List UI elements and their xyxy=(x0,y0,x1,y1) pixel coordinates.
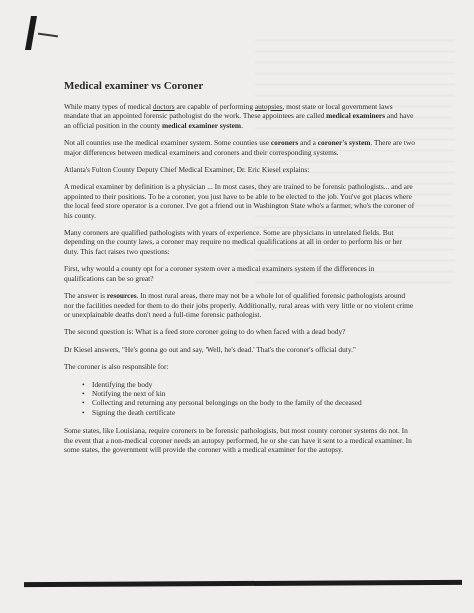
list-item-text: Identifying the body xyxy=(92,379,153,389)
text: are capable of performing xyxy=(174,102,255,111)
text: , most state or local government laws mandate that an appointed forensic pathologist do the work. These appointees are called xyxy=(64,102,393,121)
paragraph-answer xyxy=(64,291,416,319)
text: . There are two major differences between medical examiners and coroners and their corresponding systems. xyxy=(64,138,415,157)
paragraph-qualifications: Many coroners are qualified pathologists with years of experience. Some are physicians in unrelated fields. But depending on the county laws, a coroner may require no medical qualifications at all in order to perform his or her duty. This fact raises two questions: xyxy=(64,228,403,256)
bold-term: resources xyxy=(106,291,137,301)
paragraph-question-one: First, why would a county opt for a coroner system over a medical examiners system if the differences in qualifications can be so great? xyxy=(64,264,375,283)
bullet-icon: • xyxy=(82,407,85,417)
paragraph-attribution: Atlanta's Fulton County Deputy Chief Medical Examiner, Dr. Eric Kiesel explains: xyxy=(64,165,310,175)
link-autopsies: autopsies xyxy=(254,102,283,111)
text: and have an official position in the county xyxy=(64,111,414,130)
responsibilities-list xyxy=(64,380,416,418)
list-item-text: Notifying the next of kin xyxy=(92,388,166,398)
text: . xyxy=(241,120,243,130)
scan-pen-dash xyxy=(38,33,58,38)
paragraph-responsibilities: The coroner is also responsible for: xyxy=(64,362,169,372)
list-item-text: Signing the death certificate xyxy=(92,407,176,417)
bullet-icon: • xyxy=(82,379,85,389)
bullet-icon: • xyxy=(82,398,85,408)
text: The answer is xyxy=(64,291,107,301)
list-item xyxy=(82,389,416,398)
bullet-icon: • xyxy=(82,388,85,398)
text: and a xyxy=(298,138,318,148)
bold-term: coroner's system xyxy=(317,138,371,148)
scan-bottom-edge xyxy=(24,580,462,587)
text: Not all counties use the medical examiner system. Some counties use xyxy=(64,138,271,148)
paragraph-quote: A medical examiner by definition is a physician ... In most cases, they are trained to be forensic pathologists... and are appointed to their positions. To be a coroner, you just have to be able to be elected to the job. You've got places where the local feed store operator is a coroner. I've got a friend out in Washington State who's a farmer, who's the coroner of his county. xyxy=(64,182,415,220)
document-body xyxy=(64,80,416,462)
paragraph-intro xyxy=(64,102,416,130)
bold-term: medical examiners xyxy=(326,111,386,121)
list-item xyxy=(82,380,416,389)
text: While many types of medical xyxy=(64,102,153,111)
scan-margin-mark xyxy=(25,16,37,50)
paragraph-systems xyxy=(64,138,416,157)
text: . In most rural areas, there may not be a whole lot of qualified forensic pathologists around nor the facilities needed for them to do their jobs properly. Additionally, rural areas with very little or no violent crime or unexplainable deaths don't need a full-time forensic pathologist. xyxy=(64,291,414,319)
list-item xyxy=(82,408,416,417)
list-item-text: Collecting and returning any personal belongings on the body to the family of the deceased xyxy=(92,398,362,408)
paragraph-states: Some states, like Louisiana, require coroners to be forensic pathologists, but most county coroner systems do not. In the event that a non-medical coroner needs an autopsy performed, he or she can have it sent to a medical examiner. In some states, the government will provide the coroner with a medical examiner for the autopsy. xyxy=(64,426,412,454)
paragraph-question-two: The second question is: What is a feed store coroner going to do when faced with a dead body? xyxy=(64,327,346,337)
link-doctors: doctors xyxy=(152,102,175,111)
bold-term: medical examiner system xyxy=(161,120,242,130)
bold-term: coroners xyxy=(270,138,299,148)
page-title: Medical examiner vs Coroner xyxy=(64,80,204,92)
list-item xyxy=(82,398,416,407)
paragraph-kiesel-answer: Dr Kiesel answers, "He's gonna go out and say, 'Well, he's dead.' That's the coroner's official duty." xyxy=(64,344,356,354)
